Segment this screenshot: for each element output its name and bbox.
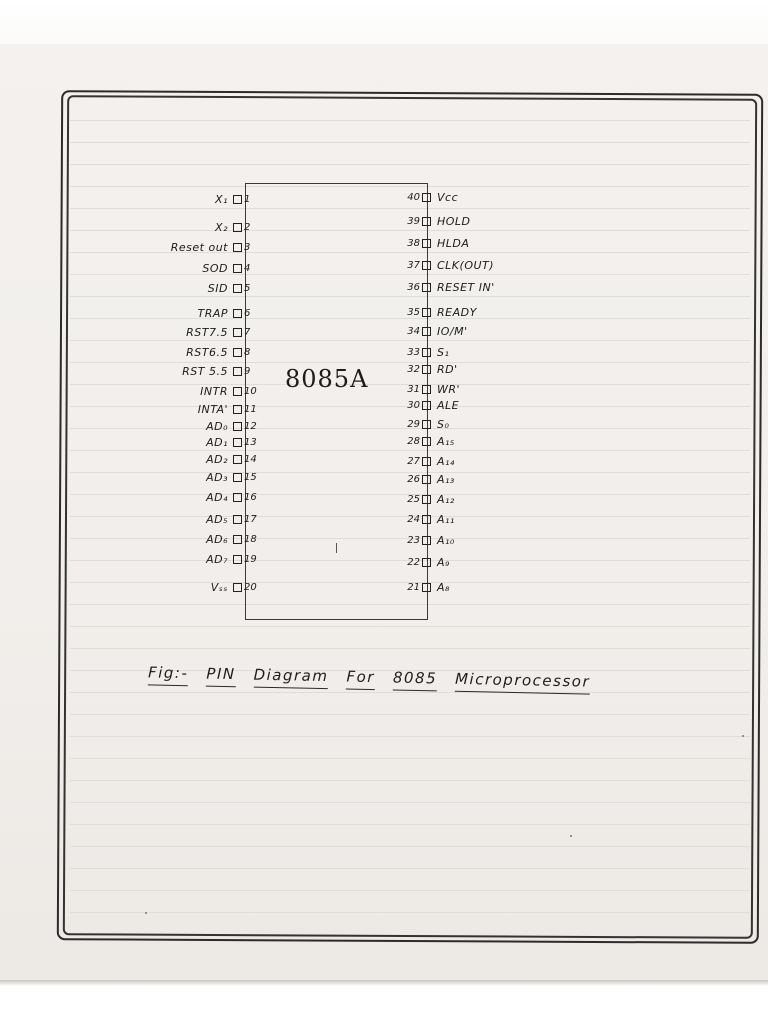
pin-number: 40 <box>407 191 420 203</box>
right-pin-23 <box>398 531 558 549</box>
left-pin-1 <box>100 190 260 208</box>
pin-number: 6 <box>244 307 251 319</box>
pin-label: A₈ <box>437 580 450 594</box>
pin-number: 38 <box>407 237 420 249</box>
pin-label: RD' <box>437 362 458 376</box>
pin-number: 15 <box>244 471 257 483</box>
right-pin-39 <box>398 212 558 230</box>
right-pin-24 <box>398 510 558 528</box>
left-pin-19 <box>100 550 260 568</box>
pin-label: A₉ <box>437 555 450 569</box>
pin-box <box>422 239 431 248</box>
left-pin-4 <box>100 259 260 277</box>
pin-box <box>422 348 431 357</box>
right-pin-26 <box>398 470 558 488</box>
caption-pin: PIN <box>206 665 236 688</box>
pin-number: 28 <box>407 435 420 447</box>
pin-number: 21 <box>407 581 420 593</box>
pin-label: SID <box>207 281 228 295</box>
left-pin-8 <box>100 343 260 361</box>
pin-label: A₁₄ <box>437 454 455 468</box>
pin-label: TRAP <box>197 306 228 320</box>
right-pin-36 <box>398 278 558 296</box>
caption-8085: 8085 <box>393 669 438 692</box>
pin-label: AD₀ <box>206 419 228 433</box>
right-pin-35 <box>398 303 558 321</box>
pin-box <box>233 405 242 414</box>
right-pin-32 <box>398 360 558 378</box>
left-pin-5 <box>100 279 260 297</box>
pin-label: X₂ <box>215 220 228 234</box>
pin-number: 27 <box>407 455 420 467</box>
pin-box <box>422 583 431 592</box>
left-pin-17 <box>100 510 260 528</box>
pin-box <box>422 217 431 226</box>
pin-number: 36 <box>407 281 420 293</box>
right-pin-21 <box>398 578 558 596</box>
pin-box <box>422 437 431 446</box>
pin-box <box>233 264 242 273</box>
pin-box <box>422 558 431 567</box>
pin-number: 30 <box>407 399 420 411</box>
pin-box <box>233 367 242 376</box>
pin-number: 23 <box>407 534 420 546</box>
pin-label: Reset out <box>170 240 228 254</box>
caption-for: For <box>346 668 375 691</box>
right-pin-37 <box>398 256 558 274</box>
pin-number: 35 <box>407 306 420 318</box>
pin-box <box>233 195 242 204</box>
right-pin-30 <box>398 396 558 414</box>
pin-label: RST7.5 <box>186 325 228 339</box>
pin-number: 1 <box>244 193 251 205</box>
pin-box <box>233 223 242 232</box>
photo-top-edge <box>0 0 768 44</box>
left-pin-18 <box>100 530 260 548</box>
pin-label: A₁₅ <box>437 434 455 448</box>
pin-label: Vcc <box>437 190 459 204</box>
pin-label: A₁₁ <box>437 512 455 526</box>
pin-box <box>233 348 242 357</box>
pin-box <box>422 457 431 466</box>
pin-label: INTA' <box>197 402 228 416</box>
pin-box <box>233 328 242 337</box>
pin-label: RST 5.5 <box>182 364 228 378</box>
left-pin-10 <box>100 382 260 400</box>
pin-box <box>233 535 242 544</box>
pin-number: 31 <box>407 383 420 395</box>
pin-box <box>422 401 431 410</box>
caption-diagram: Diagram <box>253 666 328 690</box>
caption-fig: Fig:- <box>148 663 189 686</box>
pin-box <box>233 455 242 464</box>
pin-number: 18 <box>244 533 257 545</box>
pin-label: X₁ <box>215 192 228 206</box>
pin-label: A₁₀ <box>437 533 455 547</box>
pin-label: SOD <box>202 261 228 275</box>
pin-label: AD₂ <box>206 452 228 466</box>
pin-number: 4 <box>244 262 251 274</box>
pin-box <box>233 583 242 592</box>
right-pin-22 <box>398 553 558 571</box>
pin-box <box>233 387 242 396</box>
right-pin-29 <box>398 415 558 433</box>
pin-box <box>422 308 431 317</box>
pin-label: AD₃ <box>206 470 228 484</box>
pin-number: 24 <box>407 513 420 525</box>
pin-number: 3 <box>244 241 251 253</box>
pin-number: 7 <box>244 326 251 338</box>
pin-number: 20 <box>244 581 257 593</box>
pin-box <box>233 473 242 482</box>
pin-box <box>233 493 242 502</box>
pin-label: READY <box>437 305 477 319</box>
pin-number: 29 <box>407 418 420 430</box>
pin-label: CLK(OUT) <box>437 258 495 272</box>
left-pin-13 <box>100 433 260 451</box>
pin-label: S₀ <box>437 417 450 431</box>
left-pin-7 <box>100 323 260 341</box>
pin-number: 11 <box>244 403 257 415</box>
stray-mark <box>336 543 337 553</box>
caption-microprocessor: Microprocessor <box>455 670 590 695</box>
pin-box <box>233 515 242 524</box>
pin-label: RST6.5 <box>186 345 228 359</box>
pin-box <box>233 555 242 564</box>
pin-box <box>422 365 431 374</box>
paper-speck <box>742 735 744 737</box>
pin-box <box>233 438 242 447</box>
pin-box <box>422 261 431 270</box>
pin-number: 16 <box>244 491 257 503</box>
right-pin-38 <box>398 234 558 252</box>
chip-label: 8085A <box>285 365 369 393</box>
right-pin-25 <box>398 490 558 508</box>
pin-box <box>422 495 431 504</box>
pin-number: 22 <box>407 556 420 568</box>
pin-number: 2 <box>244 221 251 233</box>
left-pin-9 <box>100 362 260 380</box>
pin-number: 39 <box>407 215 420 227</box>
pin-label: S₁ <box>437 345 450 359</box>
pin-label: Vₛₛ <box>210 580 228 594</box>
pin-label: AD₇ <box>206 552 228 566</box>
left-pin-3 <box>100 238 260 256</box>
paper-speck <box>145 912 147 914</box>
pin-number: 25 <box>407 493 420 505</box>
pin-label: IO/M' <box>437 324 468 338</box>
pin-box <box>422 283 431 292</box>
pin-box <box>422 536 431 545</box>
paper-speck <box>570 835 572 837</box>
pin-box <box>422 475 431 484</box>
pin-label: AD₁ <box>206 435 228 449</box>
pin-label: A₁₃ <box>437 472 455 486</box>
pin-number: 19 <box>244 553 257 565</box>
left-pin-2 <box>100 218 260 236</box>
pin-label: AD₆ <box>206 532 228 546</box>
pin-label: AD₄ <box>206 490 228 504</box>
pin-box <box>422 327 431 336</box>
pin-box <box>422 515 431 524</box>
pin-box <box>422 385 431 394</box>
left-pin-6 <box>100 304 260 322</box>
right-pin-33 <box>398 343 558 361</box>
right-pin-27 <box>398 452 558 470</box>
pin-number: 37 <box>407 259 420 271</box>
right-pin-40 <box>398 188 558 206</box>
pin-box <box>233 309 242 318</box>
left-pin-15 <box>100 468 260 486</box>
pin-number: 8 <box>244 346 251 358</box>
pin-box <box>233 422 242 431</box>
left-pin-11 <box>100 400 260 418</box>
pin-label: A₁₂ <box>437 492 455 506</box>
pin-box <box>422 193 431 202</box>
pin-number: 13 <box>244 436 257 448</box>
pin-label: WR' <box>437 382 461 396</box>
pin-label: HOLD <box>437 214 471 228</box>
pin-label: HLDA <box>437 236 470 250</box>
left-pin-14 <box>100 450 260 468</box>
left-pin-20 <box>100 578 260 596</box>
pin-box <box>422 420 431 429</box>
right-pin-34 <box>398 322 558 340</box>
photo-bottom-edge <box>0 980 768 1024</box>
pin-label: RESET IN' <box>437 280 495 294</box>
pin-number: 33 <box>407 346 420 358</box>
pin-number: 32 <box>407 363 420 375</box>
pin-label: INTR <box>200 384 228 398</box>
pin-box <box>233 243 242 252</box>
pin-number: 14 <box>244 453 257 465</box>
pin-box <box>233 284 242 293</box>
pin-number: 26 <box>407 473 420 485</box>
pin-number: 10 <box>244 385 257 397</box>
pin-number: 34 <box>407 325 420 337</box>
pin-number: 9 <box>244 365 251 377</box>
pin-number: 5 <box>244 282 251 294</box>
left-pin-16 <box>100 488 260 506</box>
pin-label: ALE <box>437 398 460 412</box>
pin-number: 17 <box>244 513 257 525</box>
pin-label: AD₅ <box>206 512 228 526</box>
pin-number: 12 <box>244 420 257 432</box>
right-pin-28 <box>398 432 558 450</box>
